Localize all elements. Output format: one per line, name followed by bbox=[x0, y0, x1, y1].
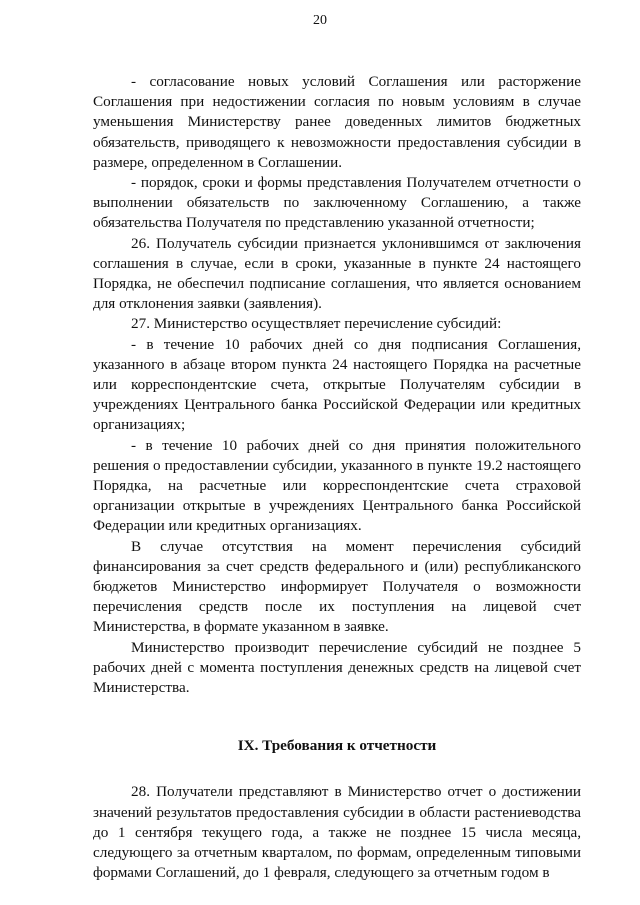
paragraph: Министерство производит перечисление субсидий не позднее 5 рабочих дней с момента поступления денежных средств на лицевой счет Министерства. bbox=[93, 638, 581, 697]
paragraph: 27. Министерство осуществляет перечисление субсидий: bbox=[131, 315, 502, 333]
paragraph: 28. Получатели представляют в Министерство отчет о достижении значений результатов предоставления субсидии в области растениеводства до 1 сентября текущего года, а также не позднее 15 числа месяца, следующего за отчетным кварталом, по формам, определенным типовыми формами Соглашений, до 1 февраля, следующего за отчетным годом в bbox=[93, 783, 581, 882]
section-heading: IX. Требования к отчетности bbox=[237, 737, 437, 755]
paragraph: - согласование новых условий Соглашения или расторжение Соглашения при недостижении согласия по новым условиям в случае уменьшения Министерству ранее доведенных лимитов бюджетных обязательств, приводящего к невозможности предоставления субсидии в размере, определенном в Соглашении. bbox=[93, 73, 581, 171]
document-body bbox=[93, 72, 581, 883]
page-number: 20 bbox=[313, 13, 327, 28]
paragraph: - в течение 10 рабочих дней со дня принятия положительного решения о предоставлении субсидии, указанного в пункте 19.2 настоящего Порядка, на расчетные или корреспондентские счета страховой организации открытые в учреждениях Центрального банка Российской Федерации или кредитных организациях. bbox=[93, 436, 581, 535]
paragraph: - в течение 10 рабочих дней со дня подписания Соглашения, указанного в абзаце втором пункта 24 настоящего Порядка на расчетные или корреспондентские счета, открытые Получателям субсидии в учреждениях Центрального банка Российской Федерации или кредитных организациях; bbox=[93, 335, 581, 434]
paragraph: 26. Получатель субсидии признается уклонившимся от заключения соглашения в случае, если в сроки, указанные в пункте 24 настоящего Порядка, не обеспечил подписание соглашения, что является основанием для отклонения заявки (заявления). bbox=[93, 234, 581, 313]
paragraph: - порядок, сроки и формы представления Получателем отчетности о выполнении обязательств по заключенному Соглашению, а также обязательства Получателя по представлению указанной отчетности; bbox=[93, 174, 581, 232]
paragraph: В случае отсутствия на момент перечисления субсидий финансирования за счет средств федерального и (или) республиканского бюджетов Министерство информирует Получателя о возможности перечисления средств после их поступления на лицевой счет Министерства, в формате указанном в заявке. bbox=[93, 537, 581, 636]
